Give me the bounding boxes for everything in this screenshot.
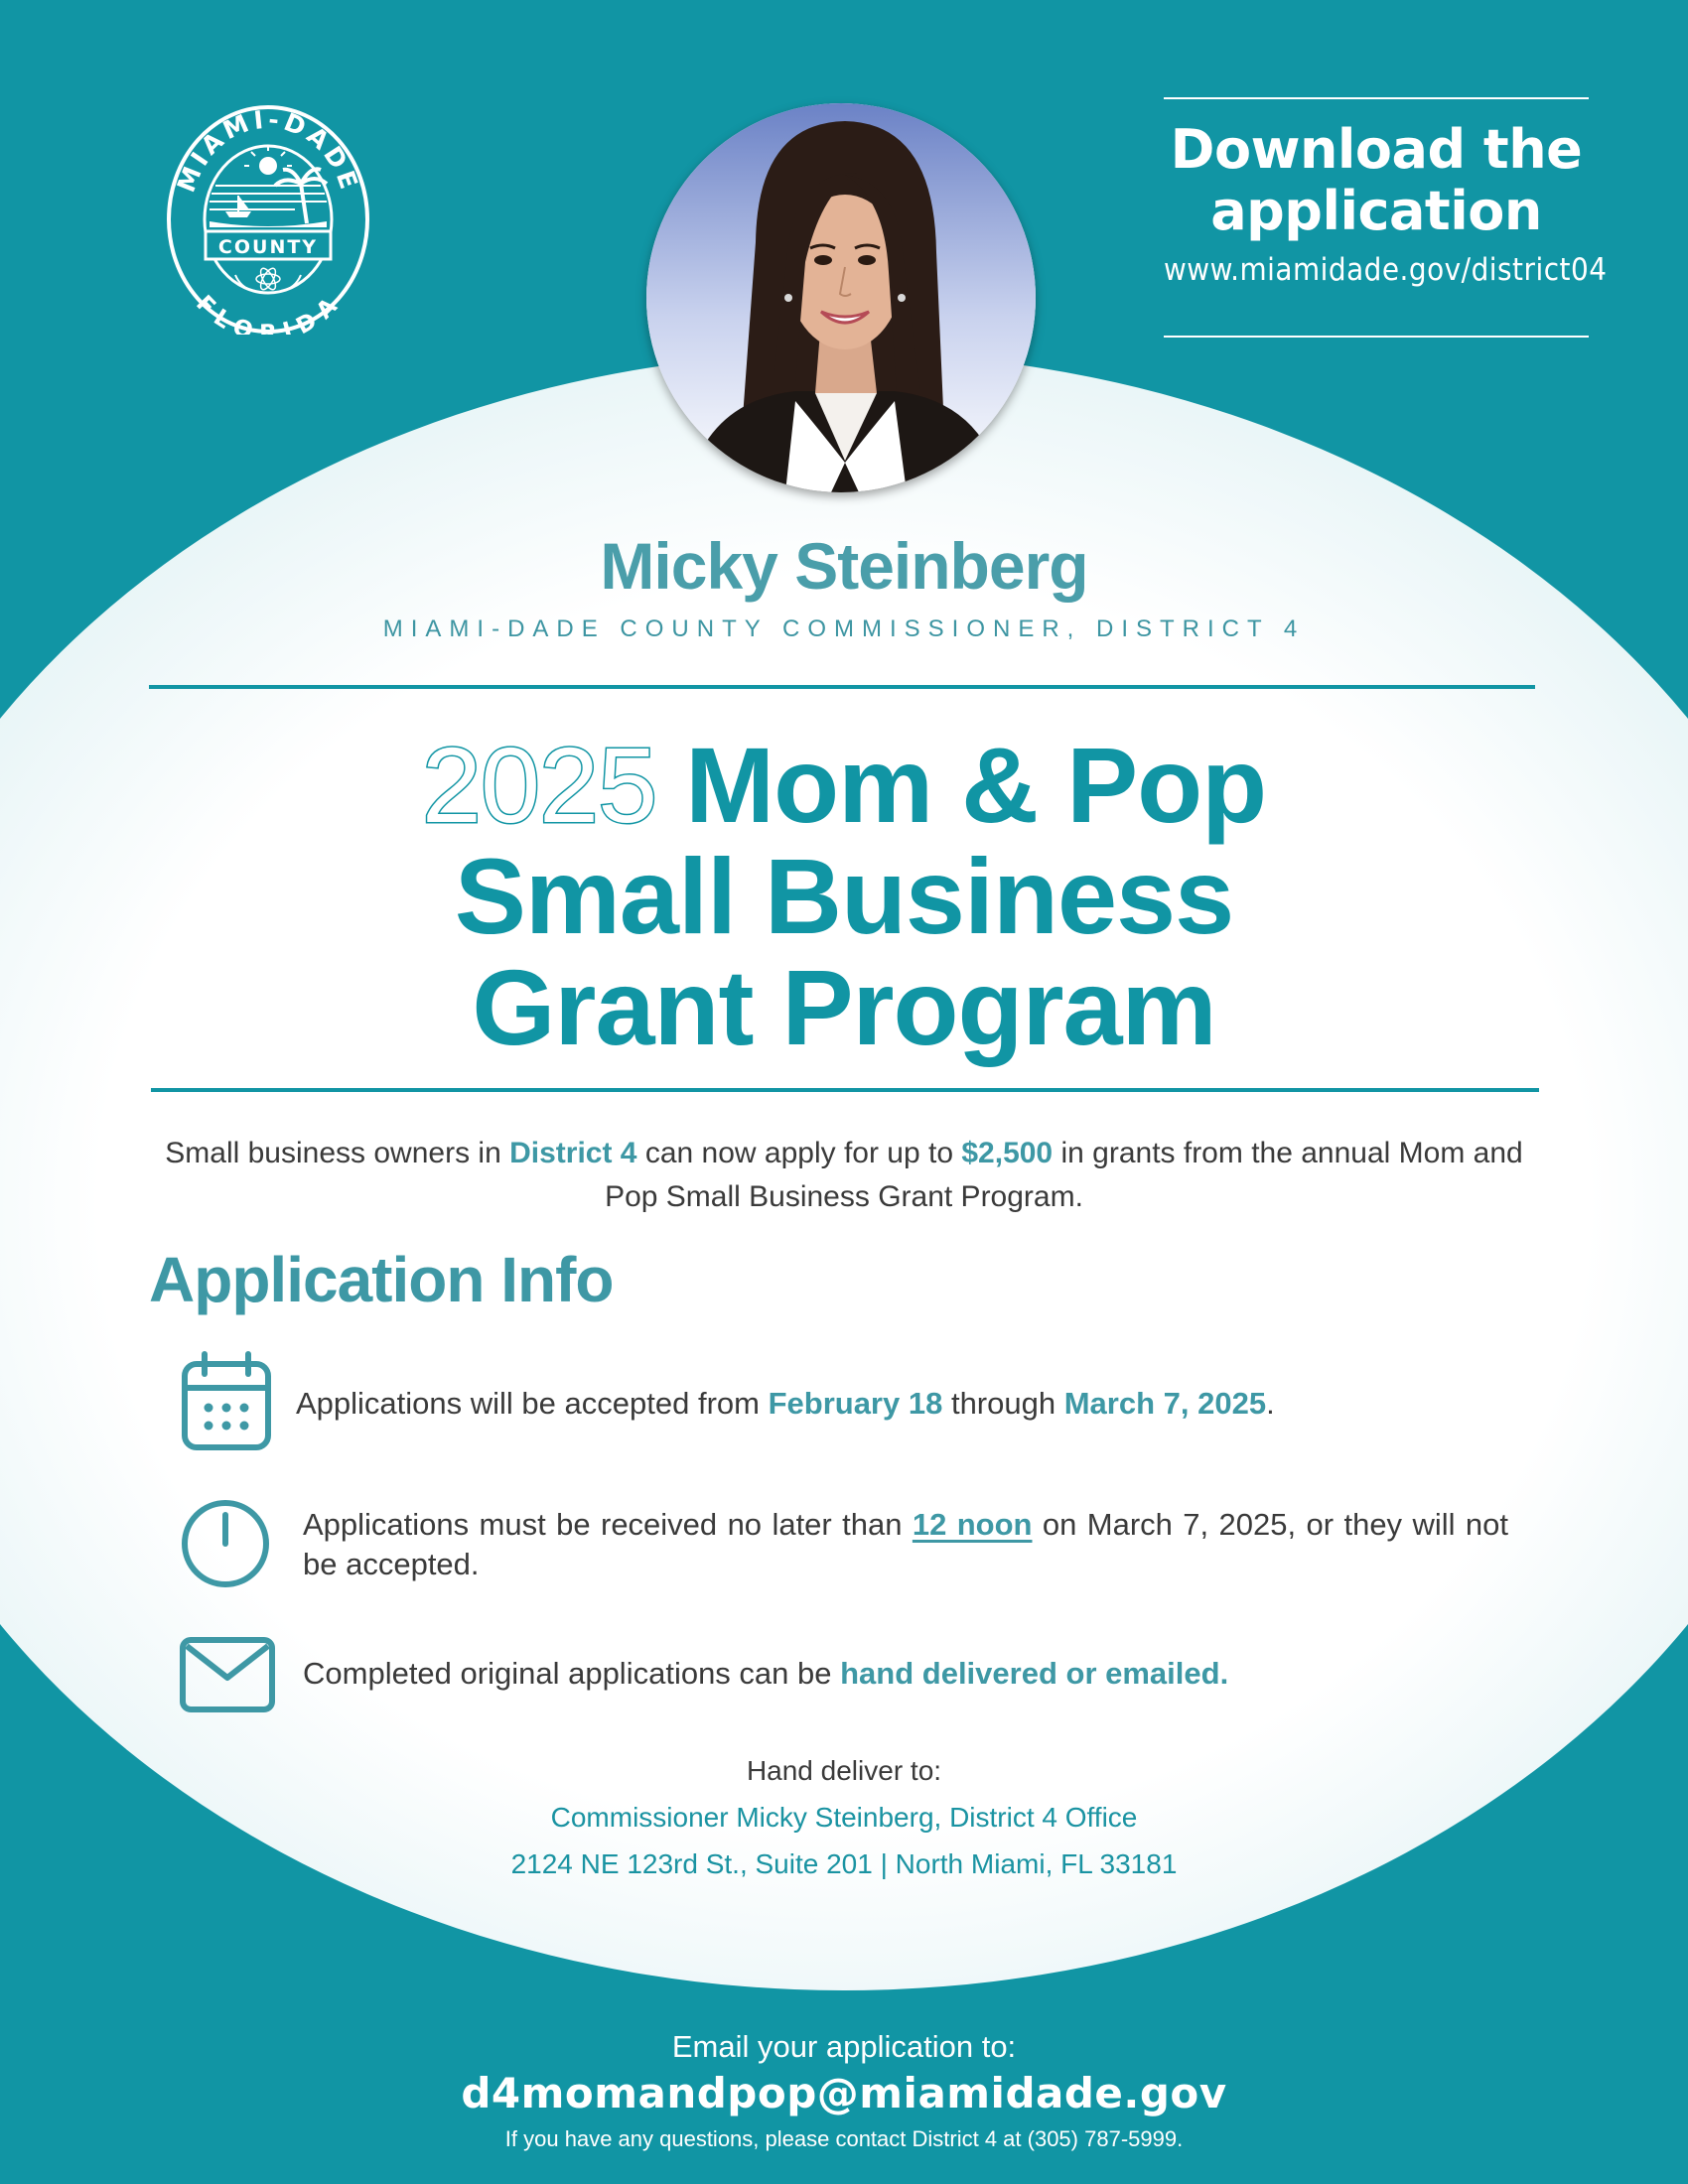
title-line-2: Small Business (454, 836, 1234, 956)
seal-bottom-text: FLORIDA (191, 290, 346, 335)
top-divider (149, 685, 1535, 689)
application-info-heading: Application Info (149, 1244, 614, 1315)
commissioner-name: Micky Steinberg (600, 529, 1088, 603)
end-date: March 7, 2025 (1063, 1386, 1267, 1421)
commissioner-photo (646, 103, 1036, 492)
start-date: February 18 (768, 1386, 943, 1421)
county-seal-logo (166, 104, 370, 335)
office-address: 2124 NE 123rd St., Suite 201 | North Miami, FL 33181 (510, 1848, 1178, 1879)
intro-paragraph (149, 1132, 1539, 1219)
delivery-text-1: Completed original applications can be (303, 1656, 841, 1691)
dates-text-3: . (1266, 1386, 1275, 1421)
deadline-text-2: on March 7, 2025, or they will not be accepted. (303, 1507, 1508, 1581)
info-item-deadline (303, 1505, 1508, 1584)
download-url-link[interactable]: www.miamidade.gov/district04 (1164, 252, 1608, 288)
dates-text-2: through (942, 1386, 1064, 1421)
email-address-link[interactable]: d4momandpop@miamidade.gov (461, 2069, 1227, 2117)
intro-text-2: can now apply for up to (636, 1137, 962, 1169)
intro-text-1: Small business owners in (165, 1137, 510, 1169)
intro-text-3: in grants from the annual Mom and Pop Small Business Grant Program. (605, 1137, 1523, 1213)
delivery-method: hand delivered or emailed. (840, 1656, 1229, 1691)
envelope-icon (179, 1636, 276, 1720)
program-title (0, 725, 1688, 1067)
info-item-delivery (303, 1654, 1554, 1694)
title-line-3: Grant Program (472, 947, 1216, 1067)
intro-district: District 4 (509, 1137, 637, 1169)
title-year: 2025 (421, 725, 657, 845)
office-name: Commissioner Micky Steinberg, District 4 Office (550, 1802, 1138, 1833)
deadline-text-1: Applications must be received no later than (303, 1507, 913, 1542)
calendar-icon (181, 1350, 272, 1458)
seal-top-text: MIAMI-DADE (171, 104, 365, 197)
clock-icon (179, 1497, 272, 1595)
bottom-divider (151, 1088, 1539, 1092)
svg-text:FLORIDA (191, 291, 346, 335)
download-application-box (1164, 97, 1608, 338)
seal-middle-text: COUNTY (217, 236, 319, 258)
hand-deliver-label: Hand deliver to: (746, 1755, 942, 1786)
info-item-dates (296, 1384, 1547, 1424)
download-title: Download the application (1170, 118, 1583, 242)
title-line-1-rest: Mom & Pop (685, 725, 1267, 845)
intro-amount: $2,500 (961, 1137, 1054, 1169)
contact-info: If you have any questions, please contact District 4 at (305) 787-5999. (504, 2126, 1184, 2151)
dates-text-1: Applications will be accepted from (296, 1386, 769, 1421)
email-label: Email your application to: (671, 2029, 1017, 2064)
deadline-time: 12 noon (912, 1507, 1033, 1542)
commissioner-subtitle: MIAMI-DADE COUNTY COMMISSIONER, DISTRICT 4 (382, 615, 1306, 642)
title-line-1 (0, 725, 1688, 845)
